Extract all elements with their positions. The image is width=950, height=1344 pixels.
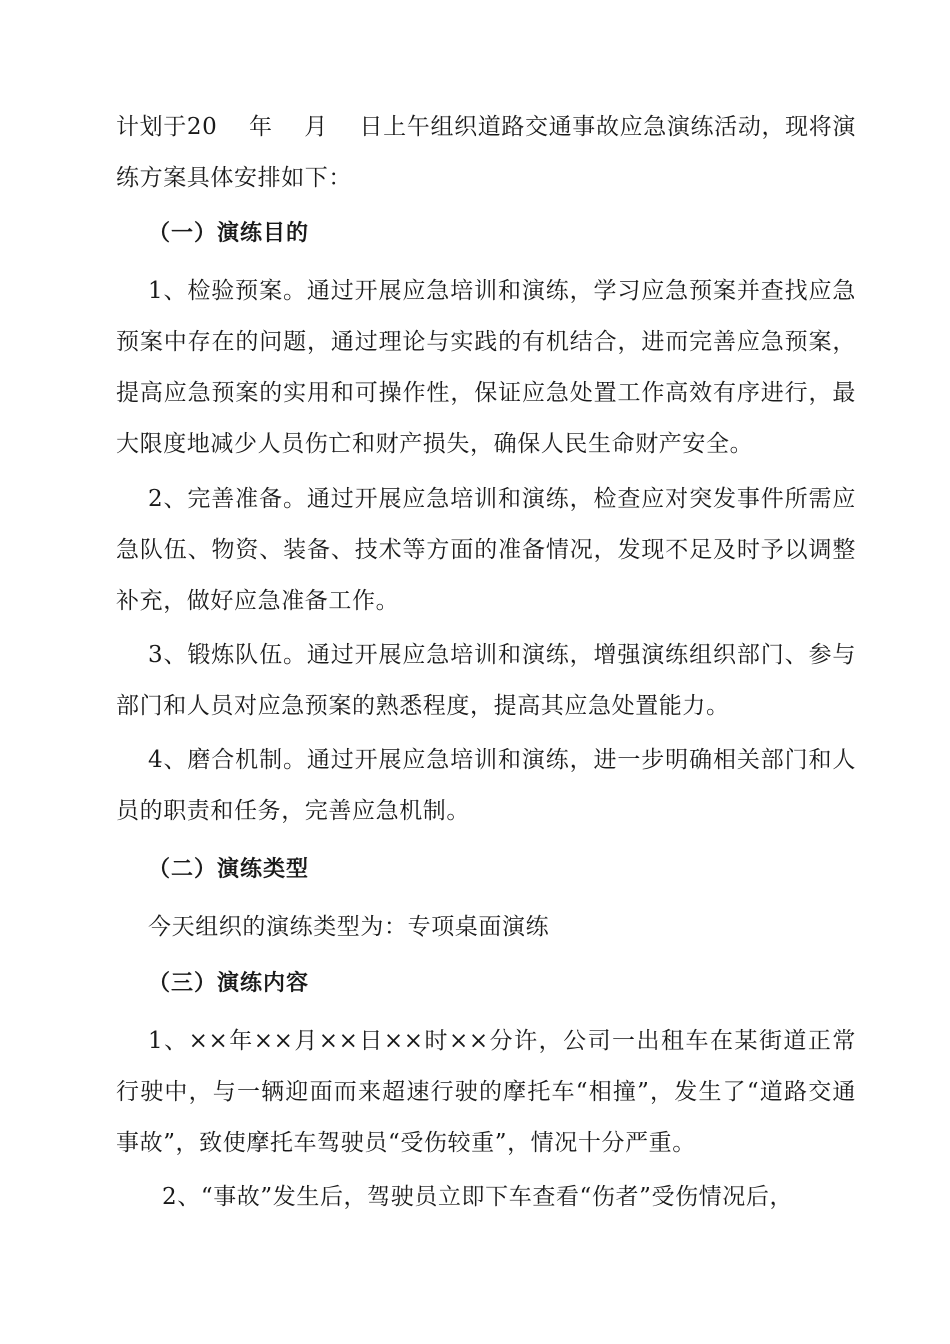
purpose-item-4: 4、磨合机制。通过开展应急培训和演练，进一步明确相关部门和人员的职责和任务，完善应急机制。 xyxy=(116,747,856,824)
intro-paragraph: 计划于20 年 月 日上午组织道路交通事故应急演练活动，现将演练方案具体安排如下： xyxy=(116,114,856,191)
section-heading-type: （二）演练类型 xyxy=(148,857,310,882)
section-heading-purpose: （一）演练目的 xyxy=(148,221,310,246)
drill-type-paragraph: 今天组织的演练类型为：专项桌面演练 xyxy=(148,914,550,940)
content-item-1: 1、××年××月××日××时××分许，公司一出租车在某街道正常行驶中，与一辆迎面而来超速行驶的摩托车“相撞”，发生了“道路交通事故”，致使摩托车驾驶员“受伤较重”，情况十分严重。 xyxy=(116,1028,856,1156)
content-item-2: 2、“事故”发生后，驾驶员立即下车查看“伤者”受伤情况后， xyxy=(162,1184,794,1210)
purpose-item-3: 3、锻炼队伍。通过开展应急培训和演练，增强演练组织部门、参与部门和人员对应急预案的熟悉程度，提高其应急处置能力。 xyxy=(116,642,856,719)
section-heading-content: （三）演练内容 xyxy=(148,971,310,996)
purpose-item-1: 1、检验预案。通过开展应急培训和演练，学习应急预案并查找应急预案中存在的问题，通过理论与实践的有机结合，进而完善应急预案，提高应急预案的实用和可操作性，保证应急处置工作高效有序进行，最大限度地减少人员伤亡和财产损失，确保人民生命财产安全。 xyxy=(116,278,856,457)
purpose-item-2: 2、完善准备。通过开展应急培训和演练，检查应对突发事件所需应急队伍、物资、装备、技术等方面的准备情况，发现不足及时予以调整补充，做好应急准备工作。 xyxy=(116,486,856,614)
